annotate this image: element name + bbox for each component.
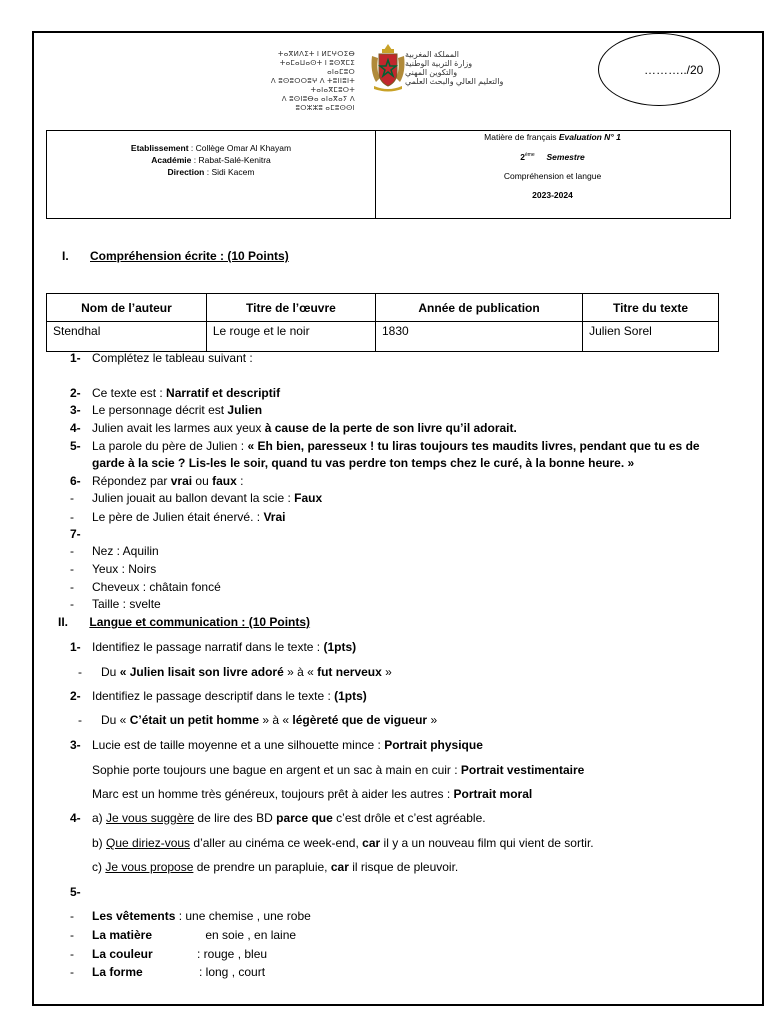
etablissement-line: Etablissement : Collège Omar Al Khayam <box>130 143 292 153</box>
vocab-item: La forme : long , court <box>92 965 266 979</box>
l3-line-2: Sophie porte toujours une bague en argent et un sac à main en cuir : Portrait vestimentaire <box>92 763 585 777</box>
bullet: - <box>70 928 74 942</box>
vocab-item: Les vêtements : une chemise , une robe <box>92 909 311 923</box>
table-header: Titre de l’œuvre <box>206 294 375 322</box>
bullet: - <box>70 544 74 558</box>
exam-info <box>375 131 730 201</box>
table-cell: 1830 <box>376 322 583 352</box>
q6-text: Répondez par vrai ou faux : <box>92 474 244 488</box>
tifinagh-line: ⴷ ⵓⵙⵏⵓⴱⴰ ⴰⵏⴰⴳⴰⵢ ⴷ ⵓⵔⵣⵣⵓ ⴰⵎⵓⵙⵙⵏ <box>281 96 355 112</box>
bullet: - <box>70 597 74 611</box>
matiere-line: Matière de français Evaluation N° 1 <box>484 132 621 142</box>
l1-text: Identifiez le passage narratif dans le texte : (1pts) <box>92 640 357 654</box>
q2-text: Ce texte est : Narratif et descriptif <box>92 386 281 400</box>
score-oval <box>598 33 720 106</box>
l2-answer: Du « C’était un petit homme » à « légèreté que de vigueur » <box>101 713 438 727</box>
bullet: - <box>70 562 74 576</box>
bullet: - <box>70 510 74 524</box>
year-line: 2023-2024 <box>532 189 573 200</box>
l4-item-c: c) Je vous propose de prendre un parapluie, car il risque de pleuvoir. <box>92 860 459 874</box>
q6-item-2: Le père de Julien était énervé. : Vrai <box>92 510 286 524</box>
vocab-item: La couleur : rouge , bleu <box>92 947 268 961</box>
table-cell: Le rouge et le noir <box>206 322 375 352</box>
l4-item-b: b) Que diriez-vous d’aller au cinéma ce week-end, car il y a un nouveau film qui vient de sortir. <box>92 836 594 850</box>
l4-item-a: a) Je vous suggère de lire des BD parce que c’est drôle et c’est agréable. <box>92 811 486 825</box>
section-1-title: I. Compréhension écrite : (10 Points) <box>62 249 289 263</box>
q7-item: Taille : svelte <box>92 597 161 611</box>
table-header: Année de publication <box>376 294 583 322</box>
bullet: - <box>70 580 74 594</box>
table-cell: Julien Sorel <box>583 322 719 352</box>
school-info <box>47 142 375 178</box>
tifinagh-line: ⵜⴰⵎⴰⵡⴰⵙⵜ ⵏ ⵓⵙⴳⵎⵉ ⴰⵏⴰⵎⵓⵔ <box>279 60 355 76</box>
section-2-title: II. Langue et communication : (10 Points) <box>58 615 311 629</box>
info-box <box>46 130 731 219</box>
l1-num: 1- <box>70 640 81 654</box>
table-header-row <box>47 294 719 322</box>
q7-item: Yeux : Noirs <box>92 562 157 576</box>
q5-text: La parole du père de Julien : « Eh bien, paresseux ! tu liras toujours tes maudits livres, pendant que tu es de <box>92 439 700 453</box>
bullet: - <box>70 947 74 961</box>
table-header: Titre du texte <box>583 294 719 322</box>
moroccan-emblem-icon <box>366 42 410 94</box>
table-row <box>47 322 719 352</box>
l3-num: 3- <box>70 738 81 752</box>
arabic-header <box>405 50 515 86</box>
vocab-item: La matière en soie , en laine <box>92 928 297 942</box>
q1-num: 1- <box>70 351 81 365</box>
bullet: - <box>70 909 74 923</box>
q1-text: Complétez le tableau suivant : <box>92 351 253 365</box>
q5-num: 5- <box>70 439 81 453</box>
score-text: ………../20 <box>644 63 704 77</box>
semestre-line: 2ème Semestre <box>520 151 585 162</box>
q6-item-1: Julien jouait au ballon devant la scie : Faux <box>92 491 323 505</box>
bullet: - <box>78 665 82 679</box>
q3-num: 3- <box>70 403 81 417</box>
q4-text: Julien avait les larmes aux yeux à cause de la perte de son livre qu’il adorait. <box>92 421 517 435</box>
q4-num: 4- <box>70 421 81 435</box>
bullet: - <box>70 965 74 979</box>
q2-num: 2- <box>70 386 81 400</box>
l1-answer: Du « Julien lisait son livre adoré » à « fut nerveux » <box>101 665 392 679</box>
arabic-line: والتكوين المهني <box>405 68 458 77</box>
q6-num: 6- <box>70 474 81 488</box>
q5-text-cont: garde à la scie ? Lis-les le soir, quand tu vas perdre ton temps chez le curé, à la bonne heure. » <box>92 456 635 470</box>
arabic-line: المملكة المغربية <box>405 50 459 59</box>
q7-item: Cheveux : châtain foncé <box>92 580 221 594</box>
l3-line-1: Lucie est de taille moyenne et a une silhouette mince : Portrait physique <box>92 738 483 752</box>
tifinagh-line: ⴷ ⵓⵙⵓⵔⵔⵓⵖ ⴷ ⵜⵓⵏⵏⵓⵏⵜ ⵜⴰⵏⴰⴳⵎⵓⵔⵜ <box>270 78 355 94</box>
l3-line-3: Marc est un homme très généreux, toujours prêt à aider les autres : Portrait moral <box>92 787 533 801</box>
tifinagh-header <box>255 50 355 113</box>
arabic-line: وزارة التربية الوطنية <box>405 59 473 68</box>
bullet: - <box>70 491 74 505</box>
q7-item: Nez : Aquilin <box>92 544 159 558</box>
type-line: Compréhension et langue <box>503 170 602 181</box>
table-header: Nom de l’auteur <box>47 294 207 322</box>
q3-text: Le personnage décrit est Julien <box>92 403 263 417</box>
table-cell: Stendhal <box>47 322 207 352</box>
l2-text: Identifiez le passage descriptif dans le texte : (1pts) <box>92 689 367 703</box>
l2-num: 2- <box>70 689 81 703</box>
l5-num: 5- <box>70 885 81 899</box>
author-table <box>46 293 719 352</box>
arabic-line: والتعليم العالي والبحث العلمي <box>405 77 504 86</box>
q7-num: 7- <box>70 527 81 541</box>
l4-num: 4- <box>70 811 81 825</box>
bullet: - <box>78 713 82 727</box>
tifinagh-line: ⵜⴰⴳⵍⴷⵉⵜ ⵏ ⵍⵎⵖⵔⵉⴱ <box>278 51 355 58</box>
direction-line: Direction : Sidi Kacem <box>167 167 255 177</box>
academie-line: Académie : Rabat-Salé-Kenitra <box>151 155 271 165</box>
